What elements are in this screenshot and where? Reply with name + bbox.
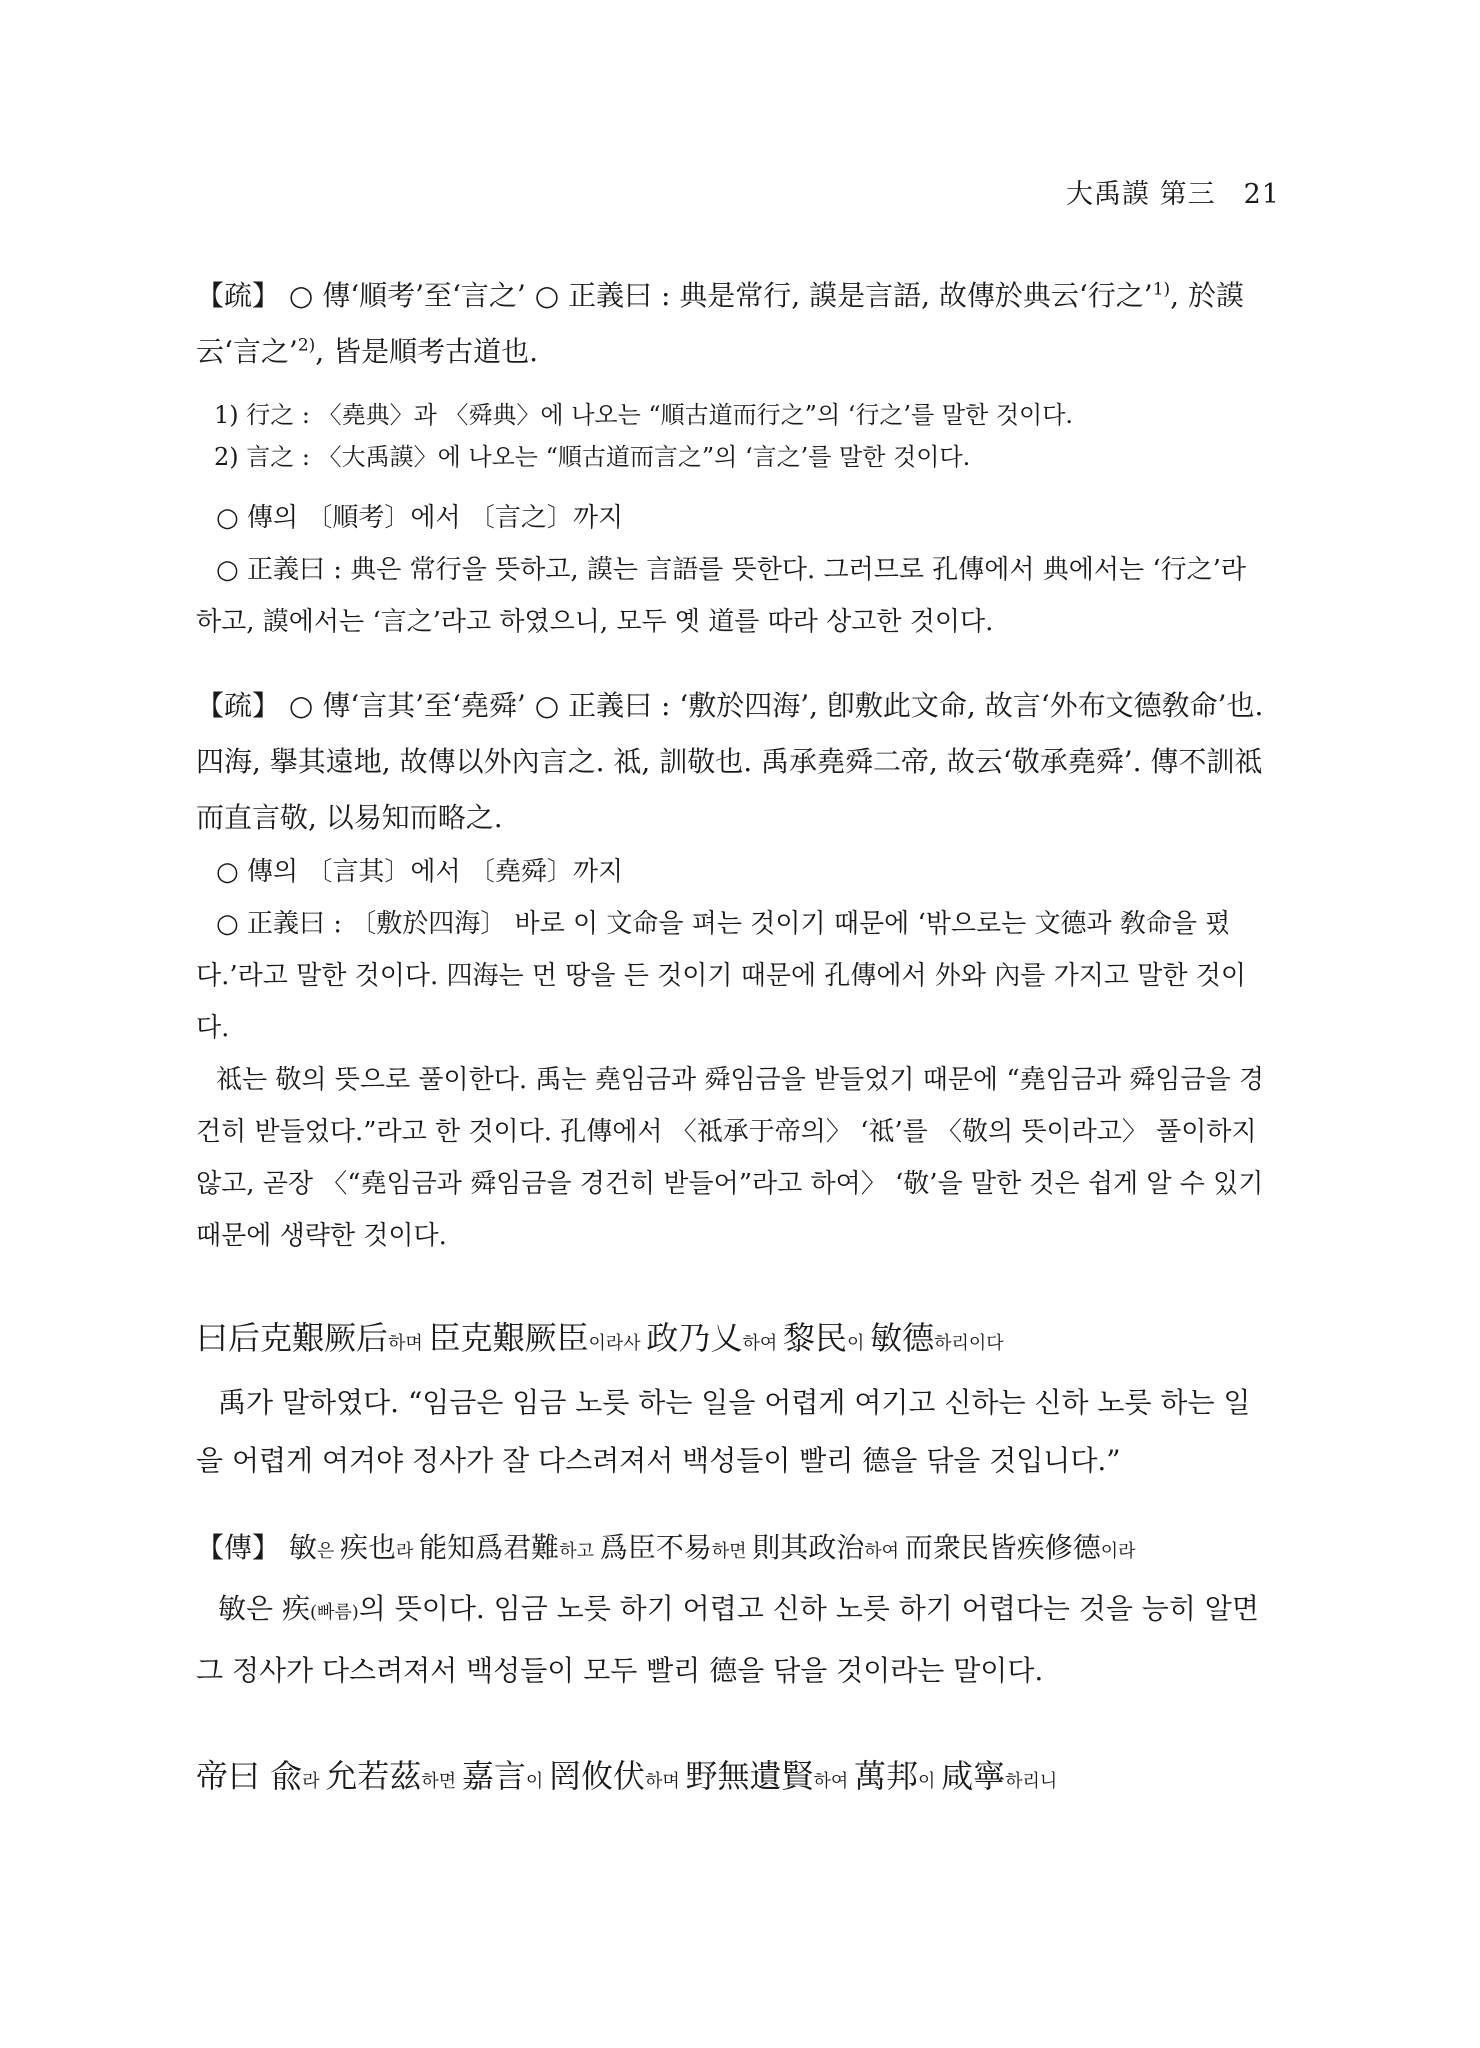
verse-1-text: 黎民 (782, 1319, 847, 1357)
zhuan-1-text: 能知爲君難 (419, 1531, 560, 1564)
commentary-shu-1 (196, 268, 1276, 380)
verse-1-particle: 하리이다 (934, 1333, 1004, 1354)
shu-1-text-b: , 於謨云‘言之’ (196, 279, 1244, 368)
verse-1-particle: 이 (846, 1333, 871, 1354)
verse-1-text: 臣克艱厥臣 (428, 1319, 589, 1357)
section-heading-2: ○ 傳의 〔言其〕에서 〔堯舜〕까지 (216, 857, 624, 887)
verse-2-particle: 하면 (421, 1771, 462, 1792)
verse-1-particle: 하여 (742, 1333, 783, 1354)
zhuan-1-translation (196, 1580, 1276, 1700)
page-content (196, 268, 1276, 1812)
footnote-ref-2: 2) (297, 335, 316, 356)
zhuan-1-text: 疾也 (340, 1531, 397, 1564)
zhuan-1-particle: 은 (316, 1541, 341, 1562)
verse-1-text: 敏德 (870, 1319, 935, 1357)
zhuan-1-text: 【傳】 敏 (196, 1531, 317, 1564)
zhuan-1-text: 則其政治 (752, 1531, 865, 1564)
footnote-2: 2) 言之 : 〈大禹謨〉에 나오는 “順古道而言之”의 ‘言之’를 말한 것이다. (214, 443, 971, 471)
running-header: 大禹謨 第三 21 (1066, 179, 1280, 210)
verse-2-particle: 하여 (813, 1771, 854, 1792)
section-body-2a: ○ 正義曰 : 〔敷於四海〕 바로 이 文命을 펴는 것이기 때문에 ‘밖으로는 文德과 敎命을 폈다.’라고 말한 것이다. 四海는 먼 땅을 든 것이기 때문에 孔傳에서 外와 內를 가지고 말한 것이다. (196, 909, 1246, 1043)
shu-1-text-a: 【疏】 ○ 傳‘順考’至‘言之’ ○ 正義曰 : 典是常行, 謨是言語, 故傳於典云‘行之’ (196, 279, 1153, 312)
verse-1-particle: 하며 (388, 1333, 429, 1354)
verse-1-text: 政乃乂 (646, 1319, 743, 1357)
classic-text-verse-1 (196, 1308, 1276, 1374)
verse-1-particle: 이라사 (588, 1333, 647, 1354)
verse-2-particle: 라 (302, 1771, 326, 1792)
verse-2-text: 嘉言 (461, 1757, 526, 1795)
zhuan-trans-c: 의 뜻이다. 임금 노릇 하기 어렵고 신하 노릇 하기 어렵다는 것을 능히 알면 그 정사가 다스려져서 백성들이 모두 빨리 德을 닦을 것이라는 말이다. (196, 1592, 1259, 1687)
footnote-1: 1) 行之 : 〈堯典〉과 〈舜典〉에 나오는 “順古道而行之”의 ‘行之’를 말한 것이다. (214, 401, 1074, 429)
zhuan-trans-a: 敏은 疾 (218, 1592, 310, 1625)
verse-2-particle: 하며 (644, 1771, 686, 1792)
zhuan-1-particle: 하여 (864, 1541, 905, 1562)
verse-2-particle: 하리니 (1005, 1771, 1058, 1792)
zhuan-1-particle: 하면 (711, 1541, 753, 1562)
zhuan-1-particle: 이라 (1100, 1541, 1136, 1562)
verse-2-text: 萬邦 (854, 1757, 919, 1795)
verse-1-translation: 禹가 말하였다. “임금은 임금 노릇 하는 일을 어렵게 여기고 신하는 신하 노릇 하는 일을 어렵게 여겨야 정사가 잘 다스려져서 백성들이 빨리 德을 닦을 것입니다.” (196, 1386, 1251, 1477)
zhuan-1-text: 爲臣不易 (599, 1531, 712, 1564)
verse-2-text: 野無遺賢 (685, 1757, 814, 1795)
verse-2-particle: 이 (525, 1771, 549, 1792)
shu-1-text-c: , 皆是順考古道也. (315, 335, 538, 368)
classic-text-verse-2 (196, 1746, 1276, 1812)
verse-2-text: 咸寧 (941, 1757, 1006, 1795)
section-body-1: ○ 正義曰 : 典은 常行을 뜻하고, 謨는 言語를 뜻한다. 그러므로 孔傳에서 典에서는 ‘行之’라 하고, 謨에서는 ‘言之’라고 하였으니, 모두 옛 道를 따라 상고한 것이다. (196, 555, 1247, 637)
zhuan-trans-gloss: (빠름) (309, 1602, 359, 1623)
section-heading-1: ○ 傳의 〔順考〕에서 〔言之〕까지 (216, 503, 624, 533)
zhuan-1-particle: 라 (396, 1541, 420, 1562)
zhuan-1-text: 而衆民皆疾修德 (904, 1531, 1101, 1564)
commentary-zhuan-1 (196, 1520, 1276, 1580)
commentary-shu-2: 【疏】 ○ 傳‘言其’至‘堯舜’ ○ 正義曰 : ‘敷於四海’, 卽敷此文命, 故言‘外布文德敎命’也. 四海, 擧其遠地, 故傳以外內言之. 祗, 訓敬也. 禹承堯舜二帝, 故云‘敬承堯舜’. 傳不訓祗而直言敬, 以易知而略之. (196, 689, 1264, 834)
zhuan-1-particle: 하고 (559, 1541, 600, 1562)
verse-1-text: 曰后克艱厥后 (196, 1319, 389, 1357)
section-body-2b: 祗는 敬의 뜻으로 풀이한다. 禹는 堯임금과 舜임금을 받들었기 때문에 “堯임금과 舜임금을 경건히 받들었다.”라고 한 것이다. 孔傳에서 〈祗承于帝의〉 ‘祗’를 〈敬의 뜻이라고〉 풀이하지 않고, 곧장 〈“堯임금과 舜임금을 경건히 받들어”라고 하여〉 ‘敬’을 말한 것은 쉽게 알 수 있기 때문에 생략한 것이다. (196, 1065, 1264, 1251)
footnote-ref-1: 1) (1152, 279, 1171, 300)
verse-2-text: 允若茲 (325, 1757, 422, 1795)
verse-2-particle: 이 (918, 1771, 942, 1792)
verse-2-text: 罔攸伏 (548, 1757, 645, 1795)
verse-2-text: 帝曰 兪 (196, 1757, 303, 1795)
